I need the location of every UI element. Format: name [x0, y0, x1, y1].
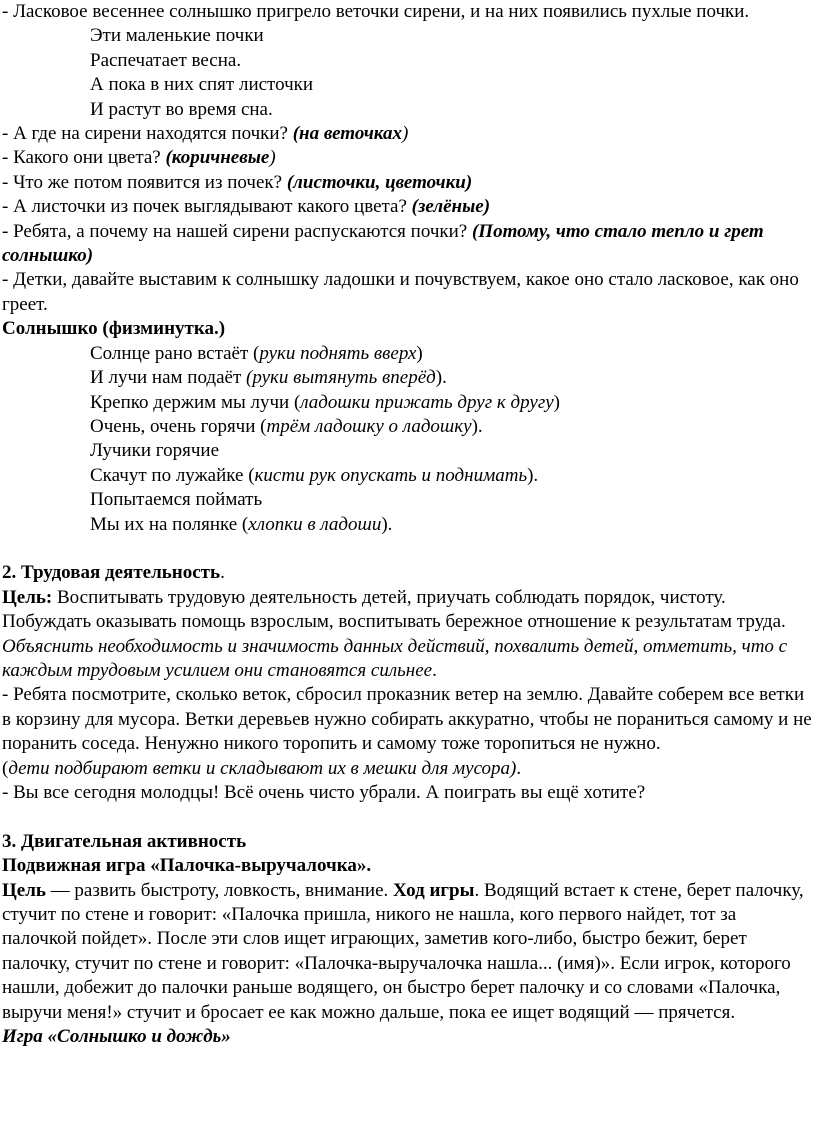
exercise-line: Мы их на полянке (хлопки в ладоши).: [90, 513, 393, 535]
answer-text: (Потому, что стало тепло и грет солнышко): [2, 220, 764, 267]
question-text: - А где на сирени находятся почки?: [2, 123, 293, 145]
course-label: Ход игры: [393, 879, 475, 901]
game-title: Подвижная игра «Палочка-выручалочка».: [2, 855, 372, 877]
labor-note: Объяснить необходимость и значимость данных действий, похвалить детей, отметить, что с каждым трудовым усилием они становятся сильнее.: [2, 635, 788, 681]
question-line: [2, 171, 814, 195]
spacer: [2, 805, 814, 829]
labor-speech: - Ребята посмотрите, сколько веток, сбросил проказник ветер на землю. Давайте соберем все ветки в корзину для мусора. Ветки деревьев нужно собирать аккуратно, чтобы не пораниться самому и не поранить соседа. Ненужно никого торопить и самому тоже торопиться не нужно.: [2, 684, 812, 755]
answer-close: ): [269, 147, 276, 169]
exercise-line: Крепко держим мы лучи (ладошки прижать друг к другу): [90, 391, 560, 413]
exercise-line: Попытаемся поймать: [90, 489, 263, 511]
intro-paragraph: - Ласковое весеннее солнышко пригрело веточки сирени, и на них появились пухлые почки.: [2, 1, 750, 22]
spacer: [2, 537, 814, 561]
exercise-verse: [2, 342, 814, 537]
answer-text: (зелёные): [411, 196, 491, 218]
game-description: Цель — развить быстроту, ловкость, внимание. Ход игры. Водящий встает к стене, берет палочку, стучит по стене и говорит: «Палочка пришла, никого не нашла, кого первого найдет, тот за палочкой пойдет». После эти слов ищет играющих, заметив кого-либо, быстро бежит, берет палочку, стучит по стене и говорит: «Палочка-выручалочка нашла... (имя)». Если игрок, которого нашли, добежит до палочки раньше водящего, он быстро берет палочку и со словами «Палочка, выручи меня!» стучит и бросает ее как можно дальше, пока ее ищет водящий — прячется.: [2, 879, 804, 1023]
labor-heading: 2. Трудовая деятельность.: [2, 562, 225, 584]
exercise-heading: Солнышко (физминутка.): [2, 318, 226, 340]
motor-heading: 3. Двигательная активность: [2, 830, 247, 852]
poem-line: Эти маленькие почки: [90, 25, 264, 47]
labor-action: (дети подбирают ветки и складывают их в мешки для мусора).: [2, 757, 522, 779]
question-line: [2, 220, 814, 269]
exercise-line: Очень, очень горячи (трём ладошку о ладошку).: [90, 415, 483, 437]
answer-text: (листочки, цветочки): [286, 171, 473, 193]
poem-block: [2, 24, 814, 122]
poem-line: А пока в них спят листочки: [90, 74, 314, 96]
goal-label: Цель:: [2, 586, 53, 608]
question-line: [2, 195, 814, 219]
labor-praise: - Вы все сегодня молодцы! Всё очень чисто убрали. А поиграть вы ещё хотите?: [2, 781, 646, 803]
next-game-title: Игра «Солнышко и дождь»: [2, 1026, 231, 1048]
question-text: - Что же потом появится из почек?: [2, 171, 287, 193]
goal-label: Цель: [2, 879, 46, 901]
answer-close: ): [401, 123, 409, 145]
poem-line: И растут во время сна.: [90, 98, 273, 120]
question-text: - А листочки из почек выглядывают какого цвета?: [2, 196, 412, 218]
question-line: [2, 122, 814, 146]
question-text: - Какого они цвета?: [2, 147, 166, 169]
answer-text: (коричневые: [165, 147, 270, 169]
question-text: - Ребята, а почему на нашей сирени распускаются почки?: [2, 220, 472, 242]
exercise-line: И лучи нам подаёт (руки вытянуть вперёд).: [90, 367, 447, 389]
labor-goal: Цель: Воспитывать трудовую деятельность детей, приучать соблюдать порядок, чистоту. Побуждать оказывать помощь взрослым, воспитывать бережное отношение к результатам труда.: [2, 586, 786, 633]
exercise-line: Солнце рано встаёт (руки поднять вверх): [90, 342, 423, 364]
question-line: [2, 146, 814, 170]
poem-line: Распечатает весна.: [90, 49, 242, 71]
exercise-line: Скачут по лужайке (кисти рук опускать и поднимать).: [90, 464, 539, 486]
exercise-line: Лучики горячие: [90, 440, 220, 462]
palms-paragraph: - Детки, давайте выставим к солнышку ладошки и почувствуем, какое оно стало ласковое, как оно греет.: [2, 269, 799, 315]
answer-text: (на веточках: [292, 123, 402, 145]
